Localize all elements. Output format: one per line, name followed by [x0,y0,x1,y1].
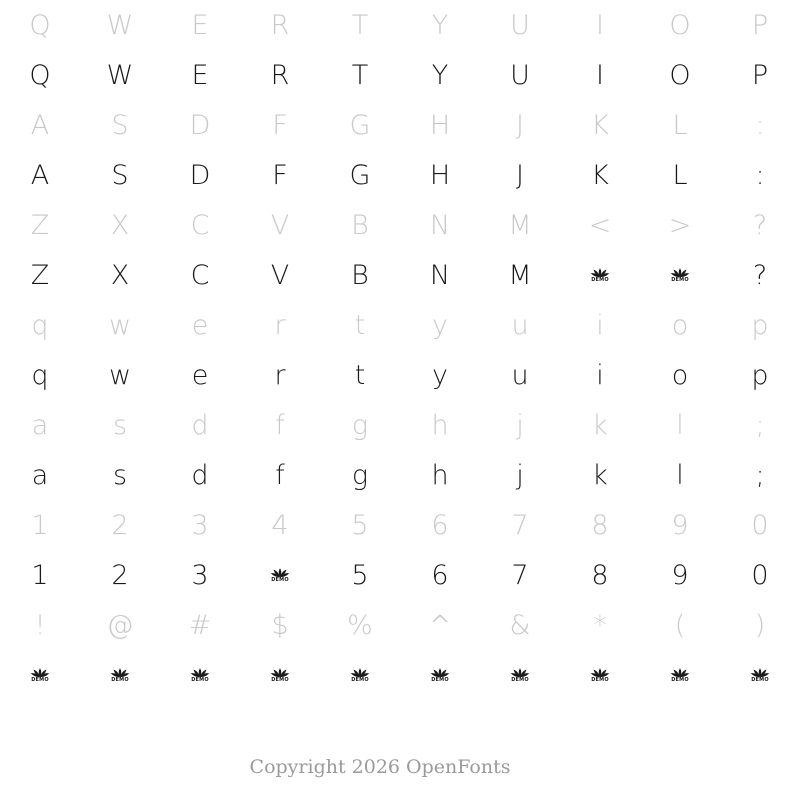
glyph-cell: M [508,259,532,291]
glyph-cell: y [432,309,448,341]
glyph-cell: V [270,259,290,291]
glyph-cell: 1 [31,559,49,591]
demo-burst-icon [750,664,770,686]
glyph-cell: % [347,609,373,641]
glyph-cell: @ [106,609,134,641]
glyph-cell: N [429,209,451,241]
glyph-cell: g [351,459,369,491]
glyph-cell: ! [34,609,46,641]
glyph-cell: 8 [591,559,609,591]
glyph-cell: S [111,109,129,141]
glyph-cell: P [751,59,769,91]
glyph-cell: p [751,359,769,391]
glyph-cell: L [672,109,688,141]
demo-label: DEMO [271,677,289,683]
glyph-cell: 5 [351,559,369,591]
demo-burst-icon [590,664,610,686]
glyph-cell: M [508,209,532,241]
glyph-cell: 2 [111,509,129,541]
glyph-cell-demo-marker [640,250,720,300]
glyph-cell: f [275,459,285,491]
glyph-cell: T [351,59,369,91]
glyph-cell-demo-marker [400,650,480,700]
glyph-cell: O [669,9,691,41]
glyph-cell: s [112,409,128,441]
glyph-cell: W [106,9,134,41]
glyph-cell: t [354,309,366,341]
demo-burst-icon [270,664,290,686]
glyph-cell: Y [431,9,449,41]
demo-burst-icon [510,664,530,686]
demo-label: DEMO [671,677,689,683]
glyph-cell: a [31,409,49,441]
glyph-cell: A [30,159,50,191]
glyph-cell-demo-marker [320,650,400,700]
glyph-cell: E [191,59,209,91]
glyph-cell: d [191,409,209,441]
demo-label: DEMO [591,277,609,283]
glyph-cell: P [751,9,769,41]
glyph-cell: U [510,9,530,41]
glyph-cell: 8 [591,509,609,541]
glyph-cell: I [596,59,604,91]
glyph-cell: e [191,359,209,391]
glyph-cell: * [593,609,607,641]
glyph-cell: S [111,159,129,191]
glyph-cell: > [668,209,692,241]
glyph-cell: ( [674,609,686,641]
glyph-cell-demo-marker [480,650,560,700]
glyph-cell: C [190,209,210,241]
glyph-cell: r [274,359,286,391]
glyph-cell: Q [29,59,51,91]
glyph-cell: X [110,259,130,291]
glyph-cell-demo-marker [160,650,240,700]
demo-label: DEMO [351,677,369,683]
glyph-cell: i [596,359,604,391]
glyph-cell-demo-marker [240,550,320,600]
glyph-cell: 6 [431,509,449,541]
demo-label: DEMO [431,677,449,683]
glyph-cell: d [191,459,209,491]
glyph-cell: 7 [511,559,529,591]
glyph-cell: # [188,609,212,641]
glyph-cell: K [591,109,609,141]
demo-label: DEMO [591,677,609,683]
glyph-cell: ? [752,259,768,291]
glyph-cell: ) [754,609,766,641]
glyph-cell: l [676,459,684,491]
demo-burst-icon [110,664,130,686]
demo-burst-icon [430,664,450,686]
glyph-cell: F [272,159,288,191]
glyph-cell: V [270,209,290,241]
glyph-cell: C [190,259,210,291]
glyph-cell: A [30,109,50,141]
copyright-text: Copyright 2026 OpenFonts [249,756,511,778]
glyph-cell: t [354,359,366,391]
demo-label: DEMO [31,677,49,683]
demo-label: DEMO [271,577,289,583]
glyph-cell: X [110,209,130,241]
glyph-cell: j [516,409,524,441]
glyph-cell: : [755,159,765,191]
glyph-cell: a [31,459,49,491]
glyph-cell: G [349,159,371,191]
glyph-cell: i [596,309,604,341]
glyph-cell: 4 [271,509,289,541]
glyph-cell: D [189,159,211,191]
glyph-cell: 9 [671,559,689,591]
glyph-cell: ^ [428,609,452,641]
glyph-cell: N [429,259,451,291]
glyph-cell: B [351,209,369,241]
footer [0,756,800,778]
glyph-cell: 2 [111,559,129,591]
demo-label: DEMO [511,677,529,683]
glyph-cell-demo-marker [720,650,800,700]
glyph-cell: U [510,59,530,91]
glyph-cell: y [432,359,448,391]
glyph-cell: r [274,309,286,341]
demo-label: DEMO [751,677,769,683]
glyph-cell: J [516,109,524,141]
glyph-cell: D [189,109,211,141]
glyph-cell: B [351,259,369,291]
glyph-cell: R [270,59,290,91]
glyph-cell: < [588,209,612,241]
glyph-cell: o [671,359,689,391]
glyph-cell-demo-marker [0,650,80,700]
glyph-cell: W [106,59,134,91]
glyph-cell: G [349,109,371,141]
glyph-cell: T [351,9,369,41]
glyph-cell: ; [755,459,765,491]
glyph-cell: H [429,159,451,191]
glyph-cell: j [516,459,524,491]
glyph-cell-demo-marker [240,650,320,700]
glyph-cell: H [429,109,451,141]
demo-burst-icon [190,664,210,686]
glyph-cell-demo-marker [80,650,160,700]
glyph-cell: Q [29,9,51,41]
glyph-cell: ? [752,209,768,241]
demo-label: DEMO [671,277,689,283]
glyph-cell: I [596,9,604,41]
glyph-cell: ; [755,409,765,441]
glyph-cell: : [755,109,765,141]
glyph-cell: 1 [31,509,49,541]
glyph-cell: Y [431,59,449,91]
glyph-cell: $ [271,609,289,641]
glyph-cell: O [669,59,691,91]
glyph-cell: q [31,309,49,341]
glyph-cell: h [431,459,449,491]
glyph-cell: 6 [431,559,449,591]
glyph-cell: s [112,459,128,491]
glyph-cell: E [191,9,209,41]
glyph-cell: o [671,309,689,341]
glyph-cell-demo-marker [560,250,640,300]
glyph-cell: 0 [751,559,769,591]
glyph-cell: 3 [191,559,209,591]
glyph-cell: k [592,409,608,441]
glyph-cell: J [516,159,524,191]
glyph-cell: u [511,359,529,391]
glyph-cell: & [509,609,531,641]
glyph-cell: l [676,409,684,441]
glyph-cell: k [592,459,608,491]
glyph-cell: u [511,309,529,341]
glyph-cell: 3 [191,509,209,541]
glyph-cell: w [108,359,132,391]
glyph-cell: h [431,409,449,441]
glyph-cell: K [591,159,609,191]
glyph-cell: g [351,409,369,441]
demo-burst-icon [270,564,290,586]
glyph-cell: 5 [351,509,369,541]
glyph-cell: e [191,309,209,341]
demo-label: DEMO [111,677,129,683]
demo-burst-icon [350,664,370,686]
demo-burst-icon [30,664,50,686]
demo-burst-icon [670,264,690,286]
demo-label: DEMO [191,677,209,683]
glyph-cell: F [272,109,288,141]
glyph-cell: w [108,309,132,341]
glyph-cell: 7 [511,509,529,541]
glyph-cell: 9 [671,509,689,541]
demo-burst-icon [590,264,610,286]
glyph-cell: 0 [751,509,769,541]
glyph-cell: Z [30,209,50,241]
glyph-cell-demo-marker [560,650,640,700]
demo-burst-icon [670,664,690,686]
glyph-cell-demo-marker [640,650,720,700]
glyph-cell: R [270,9,290,41]
glyph-cell: p [751,309,769,341]
glyph-cell: Z [30,259,50,291]
glyph-cell: f [275,409,285,441]
glyph-cell: L [672,159,688,191]
glyph-cell: q [31,359,49,391]
